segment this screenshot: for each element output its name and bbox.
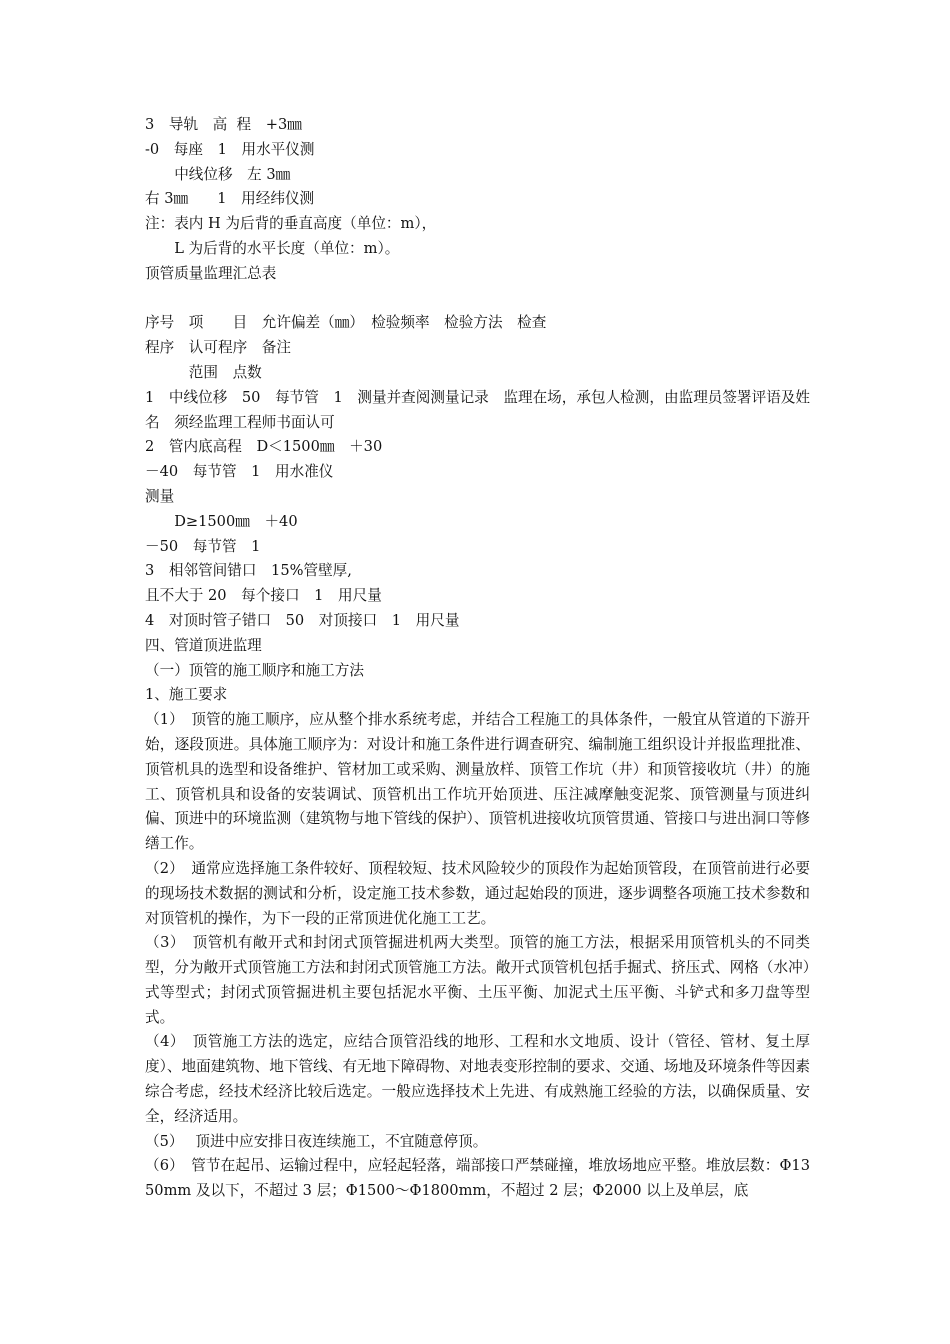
document-page [145, 113, 810, 1204]
subsection-heading: （一）顶管的施工顺序和施工方法 [145, 661, 364, 679]
blank-line [145, 287, 810, 312]
table-row-line: 4 对顶时管子错口 50 对顶接口 1 用尺量 [145, 611, 460, 629]
table-row-line: 3 相邻管间错口 15%管壁厚, [145, 562, 352, 580]
table-header-line: 范围 点数 [145, 363, 262, 381]
table-row-1: 1 中线位移 50 每节管 1 测量并查阅测量记录 监理在场，承包人检测，由监理员签署评语及姓名 须经监理工程师书面认可 [145, 388, 810, 431]
table-header-line: 序号 项 目 允许偏差（㎜） 检验频率 检验方法 检查 [145, 314, 547, 332]
spec-line: 中线位移 左 3㎜ [145, 165, 291, 183]
paragraph-3: （3） 顶管机有敞开式和封闭式顶管掘进机两大类型。顶管的施工方法，根据采用顶管机头的不同类型，分为敞开式顶管施工方法和封闭式顶管施工方法。敞开式顶管机包括手掘式、挤压式、网格（水冲）式等型式；封闭式顶管掘进机主要包括泥水平衡、土压平衡、加泥式土压平衡、斗铲式和多刀盘等型式。 [145, 934, 810, 1026]
table-row-line: 2 管内底高程 D＜1500㎜ ＋30 [145, 438, 383, 456]
paragraph-5: （5） 顶进中应安排日夜连续施工，不宜随意停顶。 [145, 1132, 488, 1150]
table-row-line: 测量 [145, 487, 175, 505]
paragraph-1: （1） 顶管的施工顺序，应从整个排水系统考虑，并结合工程施工的具体条件，一般宜从管道的下游开始，逐段顶进。具体施工顺序为：对设计和施工条件进行调查研究、编制施工组织设计并报监理批准、顶管机具的选型和设备维护、管材加工或采购、测量放样、顶管工作坑（井）和顶管接收坑（井）的施工、顶管机具和设备的安装调试、顶管机出工作坑开始顶进、压注减摩触变泥浆、顶管测量与顶进纠偏、顶进中的环境监测（建筑物与地下管线的保护）、顶管机进接收坑顶管贯通、管接口与进出洞口等修缮工作。 [145, 711, 810, 853]
table-header-line: 程序 认可程序 备注 [145, 339, 291, 357]
paragraph-4: （4） 顶管施工方法的选定，应结合顶管沿线的地形、工程和水文地质、设计（管径、管材、复土厚度）、地面建筑物、地下管线、有无地下障碍物、对地表变形控制的要求、交通、场地及环境条件等因素综合考虑，经技术经济比较后选定。一般应选择技术上先进、有成熟施工经验的方法，以确保质量、安全，经济适用。 [145, 1033, 810, 1125]
table-title: 顶管质量监理汇总表 [145, 264, 277, 282]
note-line: L 为后背的水平长度（单位：m）。 [145, 239, 400, 257]
table-row-line: D≥1500㎜ ＋40 [145, 512, 298, 530]
table-row-line: －40 每节管 1 用水准仪 [145, 463, 334, 481]
spec-line: 右 3㎜ 1 用经纬仪测 [145, 190, 315, 208]
note-line: 注：表内 H 为后背的垂直高度（单位：m）， [145, 215, 437, 233]
paragraph-2: （2） 通常应选择施工条件较好、顶程较短、技术风险较少的顶段作为起始顶管段，在顶管前进行必要的现场技术数据的测试和分析，设定施工技术参数，通过起始段的顶进，逐步调整各项施工技术参数和对顶管机的操作，为下一段的正常顶进优化施工工艺。 [145, 859, 810, 927]
item-heading: 1、施工要求 [145, 686, 228, 704]
spec-line: 3 导轨 高 程 +3㎜ [145, 116, 302, 133]
table-row-line: －50 每节管 1 [145, 537, 261, 555]
section-heading: 四、管道顶进监理 [145, 636, 262, 654]
spec-line: -0 每座 1 用水平仪测 [145, 140, 315, 158]
table-row-line: 且不大于 20 每个接口 1 用尺量 [145, 587, 382, 605]
paragraph-6: （6） 管节在起吊、运输过程中，应轻起轻落，端部接口严禁碰撞，堆放场地应平整。堆放层数：Φ1350mm 及以下，不超过 3 层；Φ1500～Φ1800mm，不超过 2 层；Φ2000 以上及单层，底 [145, 1157, 810, 1200]
